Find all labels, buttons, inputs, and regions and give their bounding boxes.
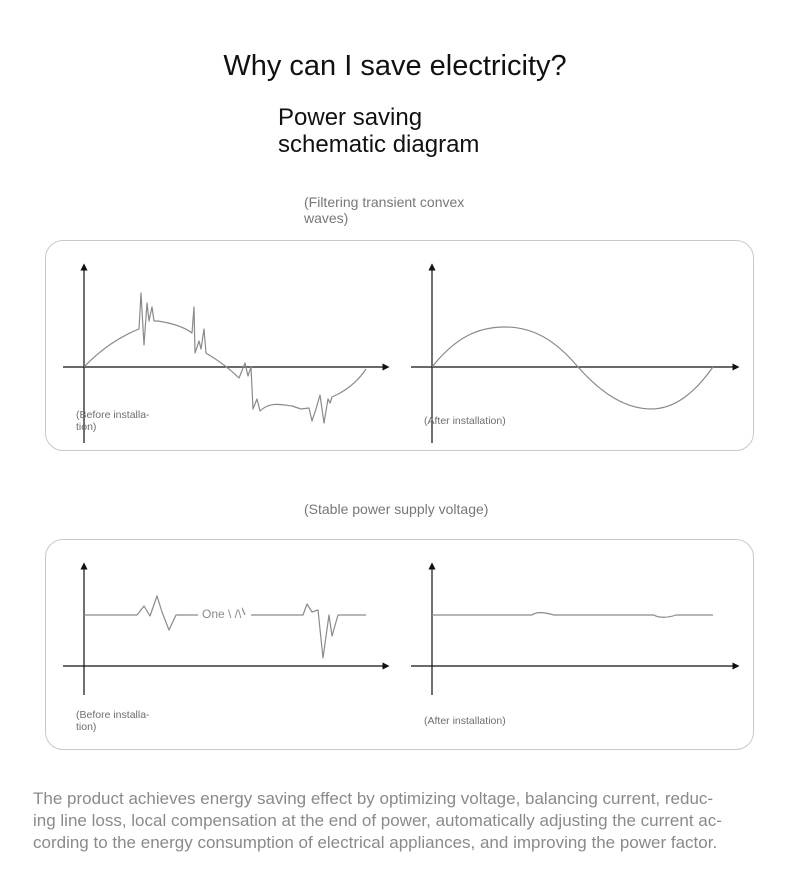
- section1-caption-line-1: (Filtering transient convex: [304, 194, 465, 210]
- before-label-line-1: (Before installa-: [76, 409, 150, 421]
- transient-filter-panel: [45, 240, 754, 451]
- stable-voltage-diagram: [46, 540, 755, 751]
- inline-wave-text: One \ /\: [202, 607, 242, 621]
- section1-caption-line-2: waves): [304, 210, 349, 226]
- before-installation-label-2: [76, 709, 150, 733]
- stable-voltage-panel: [45, 539, 754, 750]
- description-line-2: ing line loss, local compensation at the end of power, automatically adjusting the current ac-: [33, 811, 722, 830]
- before-noisy-wave: [84, 293, 366, 423]
- before-label-2-line-2: tion): [76, 721, 97, 733]
- after-installation-label: (After installation): [424, 415, 506, 427]
- after-installation-label-2: (After installation): [424, 715, 506, 727]
- description-line-1: The product achieves energy saving effect by optimizing voltage, balancing current, reduc-: [33, 789, 714, 808]
- after-stable-voltage: [432, 613, 713, 618]
- section1-caption: [304, 194, 464, 226]
- before-fluctuating-voltage: [84, 596, 366, 658]
- page-title: Why can I save electricity?: [223, 50, 567, 82]
- before-label-line-2: tion): [76, 421, 97, 433]
- before-installation-label: [76, 409, 150, 433]
- subtitle-line-1: Power saving: [278, 104, 423, 131]
- diagram-subtitle: [278, 104, 479, 158]
- description-paragraph: [33, 788, 768, 854]
- transient-filter-diagram: [46, 241, 755, 452]
- section2-caption: (Stable power supply voltage): [304, 501, 489, 517]
- description-line-3: cording to the energy consumption of electrical appliances, and improving the power factor.: [33, 833, 718, 852]
- after-clean-sine-wave: [432, 327, 713, 409]
- before-label-2-line-1: (Before installa-: [76, 709, 150, 721]
- subtitle-line-2: schematic diagram: [278, 131, 480, 158]
